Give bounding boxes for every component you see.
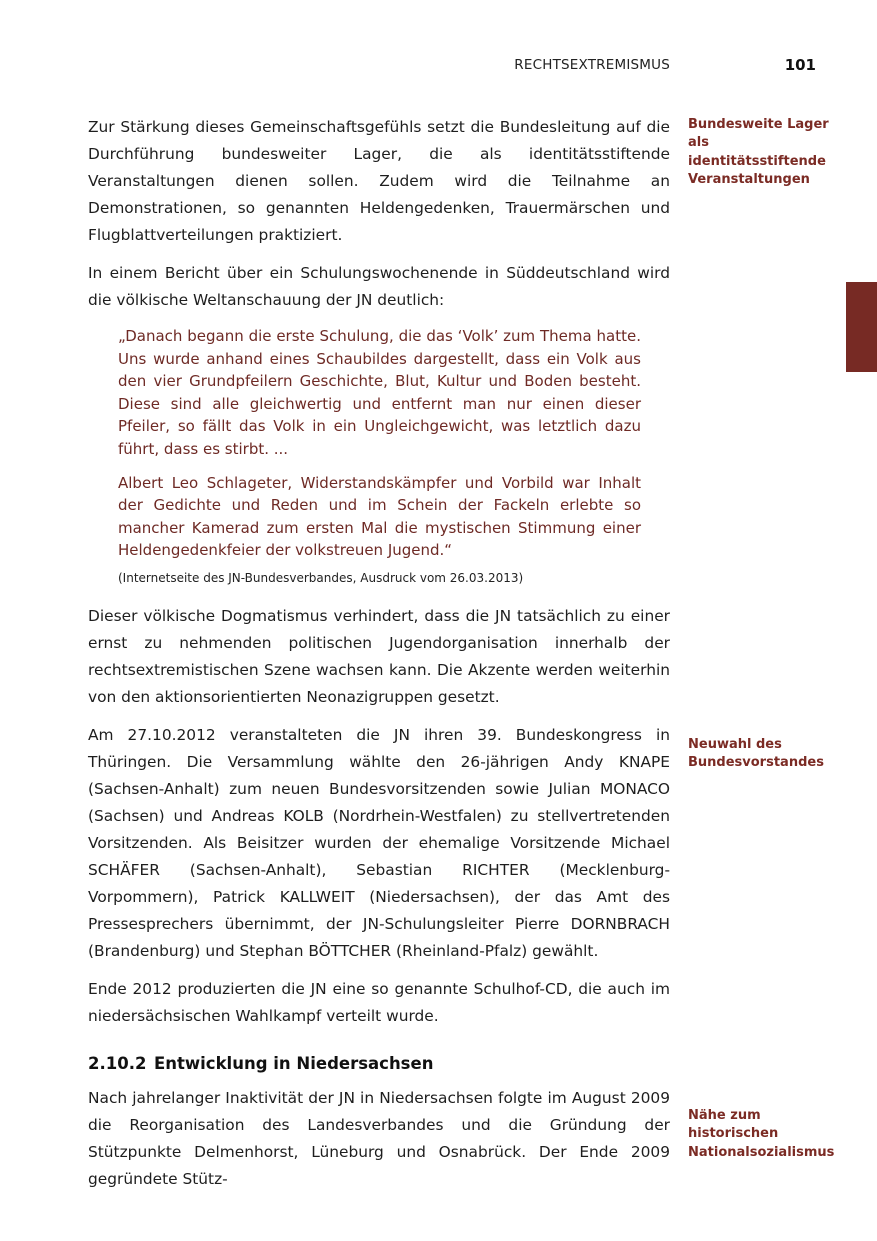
margin-note-1: Bundesweite Lager als identitätsstiftende Veranstaltungen [688,117,829,187]
running-header-title: RECHTSEXTREMISMUS [514,57,670,73]
quote-source: (Internetseite des JN-Bundesverbandes, Ausdruck vom 26.03.2013) [118,570,524,585]
body-paragraph-1: Zur Stärkung dieses Gemeinschaftsgefühls setzt die Bundesleitung auf die Durchführung bundesweiter Lager, die als identitätsstiftende Veranstaltungen dienen sollen. Zudem wird die Teilnahme an Demonstrationen, so genannten Heldengedenken, Trauermärschen und Flugblattverteilungen praktiziert. [88,118,670,244]
body-paragraph-5: Ende 2012 produzierten die JN eine so genannte Schulhof-CD, die auch im niedersächsischen Wahlkampf verteilt wurde. [88,979,670,1025]
section-number: 2.10.2 [88,1053,147,1073]
section-title: Entwicklung in Niedersachsen [154,1053,434,1073]
body-paragraph-2: In einem Bericht über ein Schulungswochenende in Süddeutschland wird die völkische Weltanschauung der JN deutlich: [88,264,670,309]
body-paragraph-6: Nach jahrelanger Inaktivität der JN in Niedersachsen folgte im August 2009 die Reorganisation des Landesverbandes und die Gründung der Stützpunkte Delmenhorst, Lüneburg und Osnabrück. Der Ende 2009 gegründete Stütz- [88,1088,670,1188]
body-paragraph-3: Dieser völkische Dogmatismus verhindert, dass die JN tatsächlich zu einer ernst zu nehmenden politischen Jugendorganisation innerhalb der rechtsextremistischen Szene wachsen kann. Die Akzente werden weiterhin von den aktionsorientierten Neonazigruppen gesetzt. [88,606,670,706]
block-quote [118,325,641,587]
quote-paragraph-1: „Danach begann die erste Schulung, die das ‘Volk’ zum Thema hatte. Uns wurde anhand eines Schaubildes dargestellt, dass ein Volk aus den vier Grundpfeilern Geschichte, Blut, Kultur und Boden besteht. Diese sind alle gleichwertig und entfernt man nur einen dieser Pfeiler, so fällt das Volk in ein Ungleichgewicht, was letztlich dazu führt, dass es stirbt. ... [118,327,641,458]
quote-paragraph-2: Albert Leo Schlageter, Widerstandskämpfer und Vorbild war Inhalt der Gedichte und Reden und im Schein der Fackeln erlebte so mancher Kamerad zum ersten Mal die mystischen Stimmung einer Heldengedenkfeier der volkstreuen Jugend.“ [118,473,641,560]
margin-note-3: Nähe zum historischen Nationalsozialismus [688,1108,835,1160]
margin-note-2: Neuwahl des Bundesvorstandes [688,737,824,771]
main-text-column [88,114,670,1204]
section-heading [88,1054,670,1073]
body-paragraph-4: Am 27.10.2012 veranstalteten die JN ihren 39. Bundeskongress in Thüringen. Die Versammlung wählte den 26-jährigen Andy KNAPE (Sachsen-Anhalt) zum neuen Bundesvorsitzenden sowie Julian MONACO (Sachsen) und Andreas KOLB (Nordrhein-Westfalen) zu stellvertretenden Vorsitzenden. Als Beisitzer wurden der ehemalige Vorsitzende Michael SCHÄFER (Sachsen-Anhalt), Sebastian RICHTER (Mecklenburg-Vorpommern), Patrick KALLWEIT (Niedersachsen), der das Amt des Pressesprechers übernimmt, der JN-Schulungsleiter Pierre DORNBRACH (Brandenburg) und Stephan BÖTTCHER (Rheinland-Pfalz) gewählt. [88,725,670,960]
chapter-side-tab [846,282,877,372]
page-number: 101 [784,56,816,74]
